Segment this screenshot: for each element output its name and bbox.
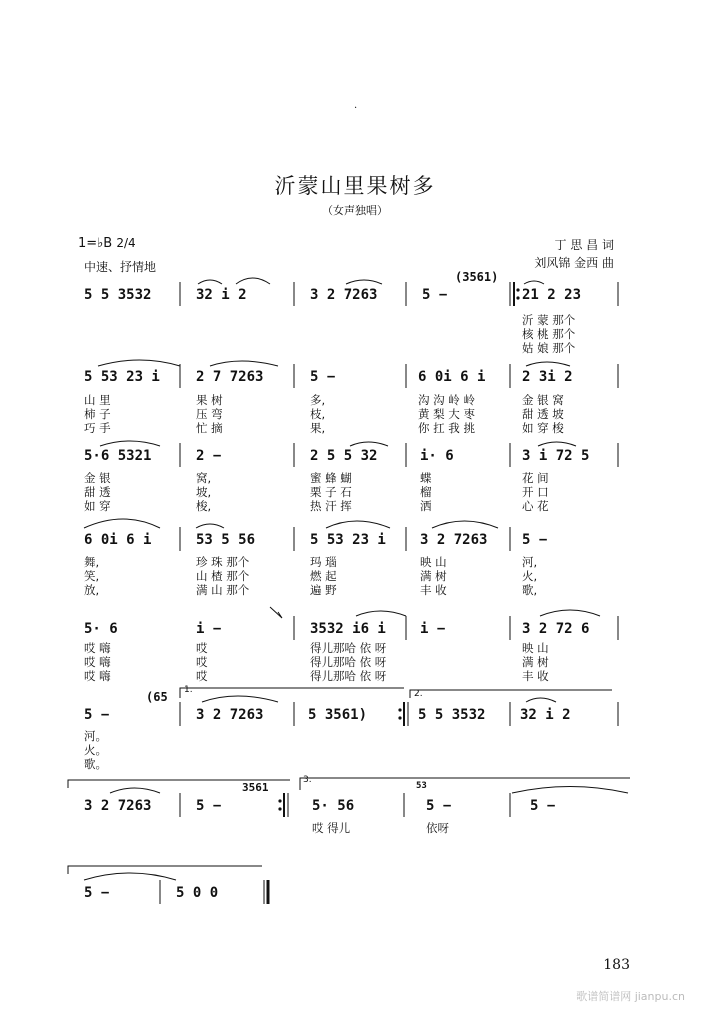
measure: 3 2 72 6 [522, 621, 590, 637]
repeat-dot [398, 708, 401, 711]
measure: 5 − [84, 707, 110, 723]
lyric: 哎 得儿 [312, 821, 351, 835]
key-text: 1=♭B [78, 236, 113, 251]
lyric: 火。 [84, 743, 107, 757]
slur [198, 280, 222, 284]
repeat-dot [516, 288, 519, 291]
lyric: 河, [522, 555, 538, 569]
slur [512, 787, 628, 794]
measure: 2 − [196, 448, 222, 464]
lyricist-credit: 丁 思 昌 词 [554, 238, 614, 252]
measure: 3 i 72 5 [522, 448, 590, 464]
lyric: 映 山 [522, 641, 549, 655]
lyric: 黄 梨 大 枣 [418, 407, 475, 421]
measure: 32 i 2 [520, 707, 571, 723]
measure: 2 7 7263 [196, 369, 264, 385]
lyric: 果, [310, 421, 326, 435]
volta-3: 3. [303, 775, 312, 785]
lyric: 多, [310, 393, 326, 407]
lyric: 梭, [196, 499, 212, 513]
volta-2: 2. [414, 689, 423, 699]
lyric: 哎 嗨 [84, 669, 111, 683]
measure: 3 2 7263 [196, 707, 264, 723]
volta-bracket [180, 688, 404, 698]
measure: 5· 56 [312, 798, 355, 814]
lyric: 得儿那哈 依 呀 [310, 641, 387, 655]
lyric: 金 银 窝 [522, 393, 564, 407]
lyric: 栗 子 石 [310, 485, 352, 499]
slur [84, 519, 160, 528]
slur [526, 698, 556, 702]
slur [84, 873, 176, 880]
volta-1: 1. [184, 685, 193, 695]
lyric: 开 口 [522, 485, 549, 499]
slur [210, 361, 278, 366]
intro-notes: (3561) [455, 270, 499, 284]
measure: 5· 6 [84, 621, 118, 637]
lyric: 蜜 蜂 蝴 [310, 471, 352, 485]
repeat-dot [398, 716, 401, 719]
lyric: 放, [84, 583, 100, 597]
lyric: 歌。 [84, 757, 107, 771]
lyric-line: 核 桃 那个 [522, 327, 576, 341]
lyric: 热 汗 挥 [310, 499, 352, 513]
lyric: 压 弯 [196, 407, 223, 421]
lyric: 榴 [420, 485, 432, 499]
lyric: 哎 嗨 [84, 655, 111, 669]
measure: 2 5 5 32 [310, 448, 378, 464]
measure: 5 − [426, 798, 452, 814]
lyric: 如 穿 [84, 499, 111, 513]
lyric: 丰 收 [522, 669, 549, 683]
lyric: 山 楂 那个 [196, 569, 250, 583]
lyric: 巧 手 [84, 421, 111, 435]
measure: 5 5 3532 [84, 287, 152, 303]
slur [100, 441, 160, 446]
measure: 5·6 5321 [84, 448, 152, 464]
lyric: 丰 收 [420, 583, 447, 597]
volta-bracket [300, 778, 630, 790]
lyric: 枝, [310, 407, 326, 421]
lyric: 哎 嗨 [84, 641, 111, 655]
slur [538, 442, 576, 446]
lyric: 燃 起 [310, 569, 337, 583]
lyric-line: 沂 蒙 那个 [522, 313, 576, 327]
lyric: 山 里 [84, 393, 111, 407]
measure: 5 − [530, 798, 556, 814]
slur [540, 610, 600, 616]
lyric: 窝, [196, 471, 212, 485]
measure: 5 − [522, 532, 548, 548]
lyric: 果 树 [196, 393, 223, 407]
tempo-marking: 中速、抒情地 [84, 260, 157, 274]
lyric-line: 姑 娘 那个 [522, 341, 576, 355]
song-subtitle: （女声独唱） [322, 204, 388, 217]
lyric: 甜 透 坡 [522, 407, 564, 421]
measure: i· 6 [420, 448, 454, 464]
slur [236, 278, 270, 284]
measure: i − [196, 621, 222, 637]
small-notes: 3561 [242, 781, 269, 794]
lyric: 心 花 [522, 499, 549, 513]
lyric: 依呀 [426, 821, 449, 835]
volta-bracket [68, 866, 262, 874]
measure: 5 − [310, 369, 336, 385]
slur [110, 788, 160, 793]
measure: 5 53 23 i [310, 532, 386, 548]
lyric: 哎 [196, 655, 208, 669]
page-mark: . [354, 100, 358, 111]
slur [356, 611, 406, 616]
measure: 53 5 56 [196, 532, 256, 548]
lyric: 满 树 [420, 569, 447, 583]
measure: 3532 i6 i [310, 621, 386, 637]
volta-bracket [410, 690, 612, 698]
slur [350, 442, 388, 446]
lyric: 花 间 [522, 471, 549, 485]
repeat-dot [278, 799, 281, 802]
lyric: 遍 野 [310, 583, 337, 597]
lyric: 得儿那哈 依 呀 [310, 669, 387, 683]
lyric: 蝶 [420, 471, 432, 485]
lyric: 河。 [84, 729, 107, 743]
lyric: 映 山 [420, 555, 447, 569]
lyric: 柿 子 [84, 407, 111, 421]
measure: 5 3561) [308, 707, 368, 723]
volta-bracket [68, 780, 290, 788]
slur [346, 280, 382, 284]
slur [326, 521, 390, 528]
lyric: 沟 沟 岭 岭 [418, 393, 475, 407]
lyric: 哎 [196, 669, 208, 683]
measure: 5 − [422, 287, 448, 303]
measure: 21 2 23 [522, 287, 582, 303]
measure: 2 3i 2 [522, 369, 573, 385]
lyric: 如 穿 梭 [522, 421, 564, 435]
repeat-dot [516, 296, 519, 299]
repeat-dot [278, 807, 281, 810]
grace-notes: 53 [416, 781, 427, 791]
lyric: 哎 [196, 641, 208, 655]
measure: 3 2 7263 [84, 798, 152, 814]
song-title: 沂蒙山里果树多 [274, 174, 436, 198]
watermark: 歌谱简谱网 jianpu.cn [576, 990, 685, 1003]
measure: i − [420, 621, 446, 637]
composer-credit: 刘风锦 金西 曲 [534, 256, 614, 270]
lyric: 甜 透 [84, 485, 111, 499]
slur [432, 521, 498, 528]
prefix-notes: (65 [146, 690, 168, 704]
lyric: 笑, [84, 569, 100, 583]
breath-mark [270, 607, 282, 618]
time-signature: 2/4 [116, 236, 136, 250]
measure: 6 0i 6 i [84, 532, 152, 548]
measure: 5 − [196, 798, 222, 814]
lyric: 满 山 那个 [196, 583, 250, 597]
lyric: 舞, [84, 555, 100, 569]
measure: 32 i 2 [196, 287, 247, 303]
slur [202, 696, 278, 702]
lyric: 珍 珠 那个 [196, 555, 250, 569]
slur [526, 362, 570, 366]
measure: 5 0 0 [176, 885, 219, 901]
lyric: 金 银 [84, 471, 111, 485]
measure: 5 − [84, 885, 110, 901]
lyric: 忙 摘 [196, 421, 223, 435]
measure: 5 5 3532 [418, 707, 486, 723]
lyric: 歌, [522, 583, 538, 597]
lyric: 你 扛 我 挑 [418, 421, 475, 435]
measure: 5 53 23 i [84, 369, 160, 385]
lyric: 洒 [420, 499, 432, 513]
lyric: 得儿那哈 依 呀 [310, 655, 387, 669]
measure: 3 2 7263 [310, 287, 378, 303]
lyric: 坡, [196, 485, 212, 499]
slur [524, 281, 544, 284]
lyric: 满 树 [522, 655, 549, 669]
lyric: 玛 瑙 [310, 555, 337, 569]
slur [196, 524, 224, 528]
page-number: 183 [603, 957, 630, 973]
measure: 6 0i 6 i [418, 369, 486, 385]
slur [98, 360, 180, 366]
measure: 3 2 7263 [420, 532, 488, 548]
lyric: 火, [522, 569, 538, 583]
